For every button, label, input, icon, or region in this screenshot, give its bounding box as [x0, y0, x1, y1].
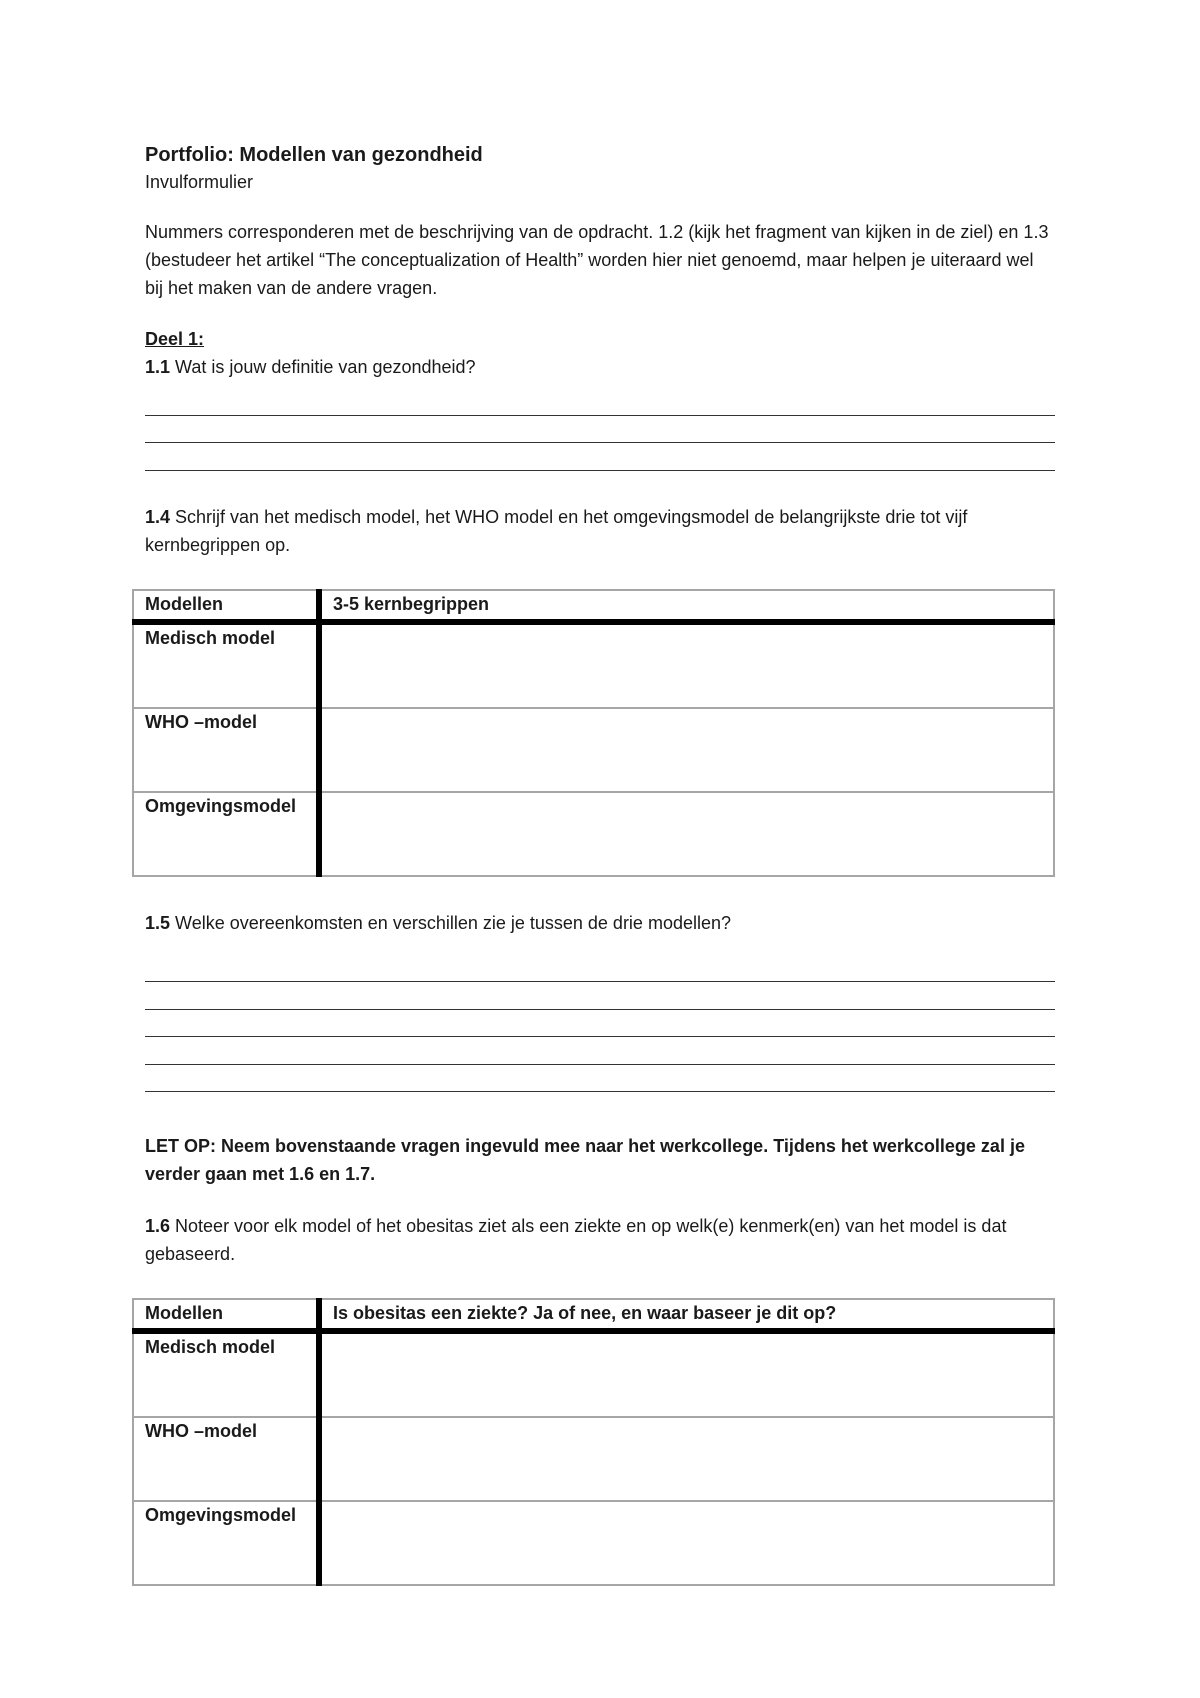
column-header-modellen: Modellen: [133, 590, 319, 622]
answer-line[interactable]: [145, 955, 1055, 983]
table-kernbegrippen: [132, 589, 1055, 877]
question-1-4: [145, 503, 1055, 559]
table-row: [133, 1501, 1054, 1585]
answer-cell[interactable]: [319, 1501, 1054, 1585]
table-row: [133, 708, 1054, 792]
answer-cell[interactable]: [319, 1331, 1054, 1417]
row-label: Medisch model: [133, 1331, 319, 1417]
table-obesitas: [132, 1298, 1055, 1586]
table-row: [133, 792, 1054, 876]
answer-cell[interactable]: [319, 792, 1054, 876]
row-label: Omgevingsmodel: [133, 1501, 319, 1585]
question-number: 1.6: [145, 1216, 171, 1236]
table-header-row: [133, 1299, 1054, 1331]
answer-line[interactable]: [145, 388, 1055, 416]
question-number: 1.1: [145, 357, 171, 377]
row-label: WHO –model: [133, 1417, 319, 1501]
answer-lines-1-1: [145, 388, 1055, 471]
answer-line[interactable]: [145, 416, 1055, 444]
question-1-6: [145, 1212, 1055, 1268]
table-row: [133, 1331, 1054, 1417]
answer-line[interactable]: [145, 1010, 1055, 1038]
question-text: Welke overeenkomsten en verschillen zie je tussen de drie modellen?: [170, 912, 732, 933]
document-content: [145, 142, 1055, 1586]
table-header-row: [133, 590, 1054, 622]
question-text: Noteer voor elk model of het obesitas ziet als een ziekte en op welk(e) kenmerk(en) van het model is dat gebaseerd.: [145, 1216, 1007, 1264]
document-subtitle: Invulformulier: [145, 172, 254, 192]
question-number: 1.5: [145, 912, 171, 933]
row-label: Medisch model: [133, 622, 319, 708]
question-1-1: [145, 354, 1055, 380]
row-label: Omgevingsmodel: [133, 792, 319, 876]
question-text: Wat is jouw definitie van gezondheid?: [170, 357, 476, 377]
question-1-5: [145, 909, 1055, 937]
answer-cell[interactable]: [319, 1417, 1054, 1501]
answer-lines-1-5: [145, 955, 1055, 1093]
table-row: [133, 622, 1054, 708]
table-row: [133, 1417, 1054, 1501]
answer-cell[interactable]: [319, 708, 1054, 792]
column-header-kernbegrippen: 3-5 kernbegrippen: [319, 590, 1054, 622]
answer-cell[interactable]: [319, 622, 1054, 708]
question-text: Schrijf van het medisch model, het WHO model en het omgevingsmodel de belangrijkste drie tot vijf kernbegrippen op.: [145, 506, 968, 555]
intro-paragraph: Nummers corresponderen met de beschrijving van de opdracht. 1.2 (kijk het fragment van kijken in de ziel) en 1.3 (bestudeer het artikel “The conceptualization of Health” worden hier niet genoemd, maar helpen je uiteraard wel bij het maken van de andere vragen.: [145, 222, 1049, 298]
answer-line[interactable]: [145, 1037, 1055, 1065]
question-number: 1.4: [145, 506, 171, 527]
column-header-modellen: Modellen: [133, 1299, 319, 1331]
answer-line[interactable]: [145, 1065, 1055, 1093]
warning-note: LET OP: Neem bovenstaande vragen ingevuld mee naar het werkcollege. Tijdens het werkcollege zal je verder gaan met 1.6 en 1.7.: [145, 1136, 1025, 1184]
section-heading-deel-1: Deel 1:: [145, 329, 205, 349]
column-header-obesitas: Is obesitas een ziekte? Ja of nee, en waar baseer je dit op?: [319, 1299, 1054, 1331]
answer-line[interactable]: [145, 443, 1055, 471]
document-title: Portfolio: Modellen van gezondheid: [145, 144, 483, 166]
answer-line[interactable]: [145, 982, 1055, 1010]
row-label: WHO –model: [133, 708, 319, 792]
